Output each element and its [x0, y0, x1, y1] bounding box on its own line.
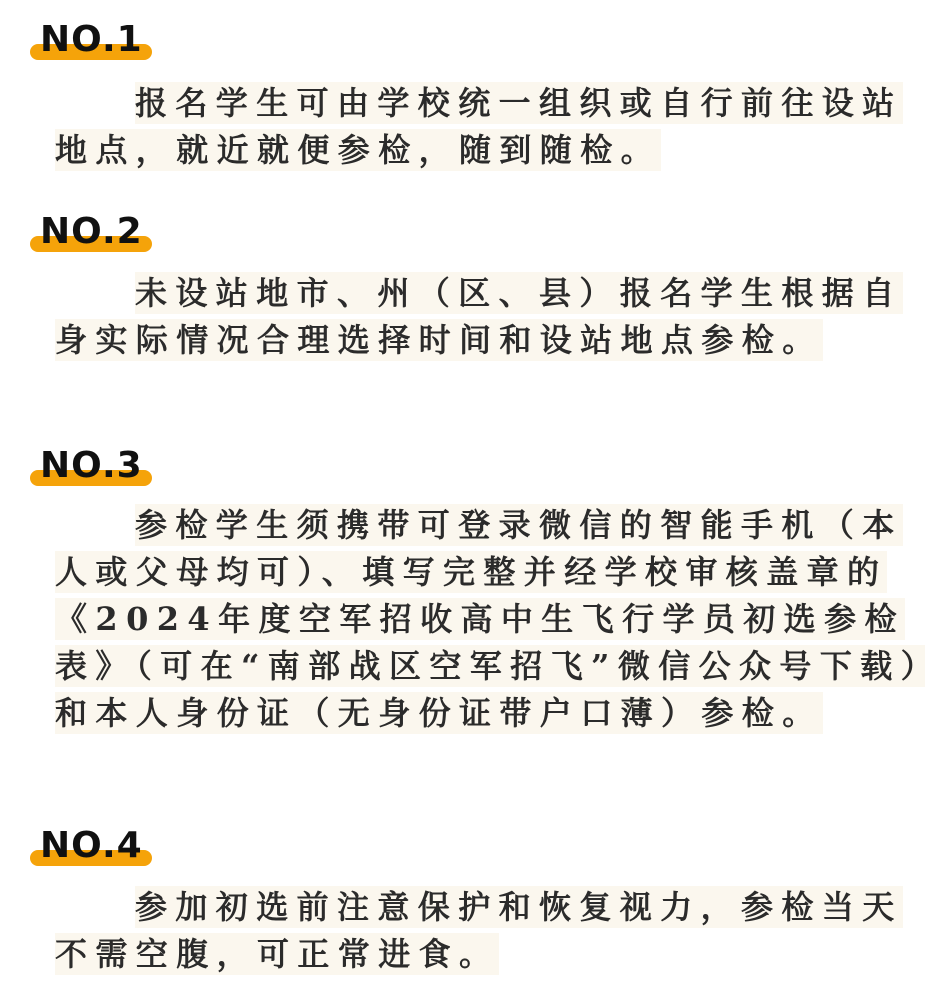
- section-2-text: [55, 270, 925, 364]
- section-2-number: NO.2: [40, 211, 143, 252]
- section-3-number: NO.3: [40, 445, 143, 486]
- section-4-heading: [30, 826, 170, 866]
- section-1-paragraph: 报名学生可由学校统一组织或自行前往设站地点，就近就便参检，随到随检。: [55, 84, 903, 169]
- section-2-paragraph: 未设站地市、州（区、县）报名学生根据自身实际情况合理选择时间和设站地点参检。: [55, 274, 903, 359]
- section-2-heading: [30, 212, 170, 252]
- section-3-heading: [30, 446, 170, 486]
- section-3-paragraph: 参检学生须携带可登录微信的智能手机（本人或父母均可）、填写完整并经学校审核盖章的《2024年度空军招收高中生飞行学员初选参检表》（可在“南部战区空军招飞”微信公众号下载）和本人身份证（无身份证带户口薄）参检。: [55, 506, 926, 732]
- section-1-heading: [30, 20, 170, 60]
- section-1-text: [55, 80, 925, 174]
- section-3-text: [55, 502, 925, 737]
- section-4-paragraph: 参加初选前注意保护和恢复视力，参检当天不需空腹，可正常进食。: [55, 888, 903, 973]
- section-4-number: NO.4: [40, 825, 143, 866]
- section-4-text: [55, 884, 925, 978]
- section-1-number: NO.1: [40, 19, 143, 60]
